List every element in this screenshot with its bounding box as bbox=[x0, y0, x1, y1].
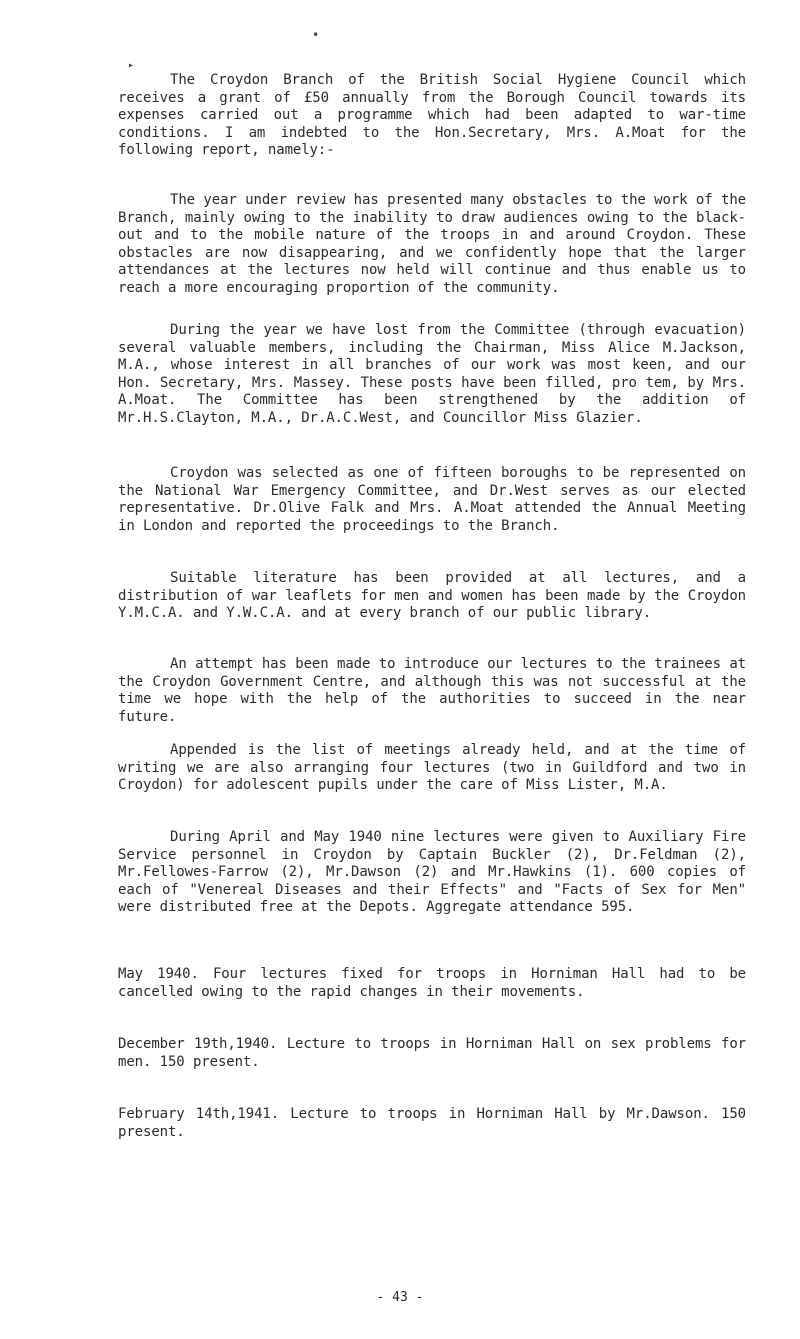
paragraph-fire-service-lectures: During April and May 1940 nine lectures were given to Auxiliary Fire Service personnel in Croydon by Captain Buckler (2), Dr.Feldman (2), Mr.Fellowes-Farrow (2), Mr.Dawson (2) and Mr.Hawkins (1). 600 copies of each of "Venereal Diseases and their Effects" and "Facts of Sex for Men" were distributed free at the Depots. Aggregate attendance 595. bbox=[118, 829, 746, 916]
meeting-entry-december-1940: December 19th,1940. Lecture to troops in Horniman Hall on sex problems for men. 150 present. bbox=[118, 1036, 746, 1070]
meeting-entry-may-1940: May 1940. Four lectures fixed for troops in Horniman Hall had to be cancelled owing to the rapid changes in their movements. bbox=[118, 966, 746, 1000]
scan-mark: ▸ bbox=[128, 60, 135, 71]
paragraph-committee-changes: During the year we have lost from the Committee (through evacuation) several valuable members, including the Chairman, Miss Alice M.Jackson, M.A., whose interest in all branches of our work was most keen, and our Hon. Secretary, Mrs. Massey. These posts have been filled, pro tem, by Mrs. A.Moat. The Committee has been strengthened by the addition of Mr.H.S.Clayton, M.A., Dr.A.C.West, and Councillor Miss Glazier. bbox=[118, 322, 746, 426]
paragraph-meetings-list: Appended is the list of meetings already held, and at the time of writing we are also arranging four lectures (two in Guildford and two in Croydon) for adolescent pupils under the care of Miss Lister, M.A. bbox=[118, 742, 746, 794]
scan-mark: • bbox=[312, 28, 320, 42]
paragraph-introduction: The Croydon Branch of the British Social Hygiene Council which receives a grant of £50 annually from the Borough Council towards its expenses carried out a programme which had been adapted to war-time conditions. I am indebted to the Hon.Secretary, Mrs. A.Moat for the following report, namely:- bbox=[118, 72, 746, 159]
paragraph-national-committee: Croydon was selected as one of fifteen boroughs to be represented on the National War Emergency Committee, and Dr.West serves as our elected representative. Dr.Olive Falk and Mrs. A.Moat attended the Annual Meeting in London and reported the proceedings to the Branch. bbox=[118, 465, 746, 534]
paragraph-literature: Suitable literature has been provided at all lectures, and a distribution of war leaflets for men and women has been made by the Croydon Y.M.C.A. and Y.W.C.A. and at every branch of our public library. bbox=[118, 570, 746, 622]
paragraph-government-centre: An attempt has been made to introduce our lectures to the trainees at the Croydon Government Centre, and although this was not successful at the time we hope with the help of the authorities to succeed in the near future. bbox=[118, 656, 746, 725]
paragraph-obstacles: The year under review has presented many obstacles to the work of the Branch, mainly owing to the inability to draw audiences owing to the black-out and to the mobile nature of the troops in and around Croydon. These obstacles are now disappearing, and we confidently hope that the larger attendances at the lectures now held will continue and thus enable us to reach a more encouraging proportion of the community. bbox=[118, 192, 746, 296]
page-number: - 43 - bbox=[376, 1290, 424, 1305]
meeting-entry-february-1941: February 14th,1941. Lecture to troops in Horniman Hall by Mr.Dawson. 150 present. bbox=[118, 1106, 746, 1140]
